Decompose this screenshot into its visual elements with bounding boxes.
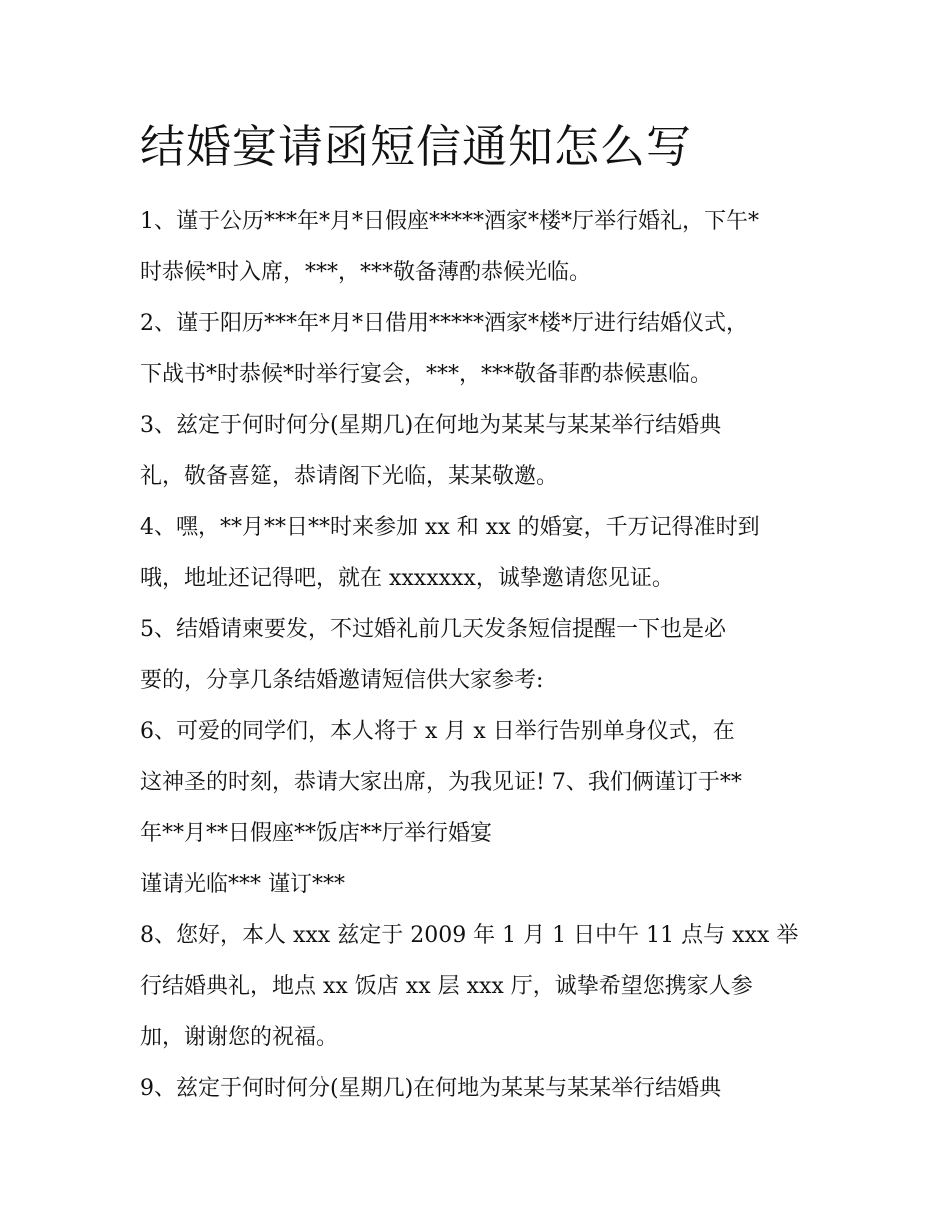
paragraph-1: 1、谨于公历***年*月*日假座*****酒家*楼*厅举行婚礼，下午* 时恭候*时入席，***，***敬备薄酌恭候光临。 <box>140 209 759 285</box>
paragraph-8: 8、您好，本人 xxx 兹定于 2009 年 1 月 1 日中午 11 点与 xxx 举 行结婚典礼，地点 xx 饭店 xx 层 xxx 厅，诚挚希望您携家人参 加，谢谢您的祝福。 <box>140 923 799 1050</box>
paragraph-9: 9、兹定于何时何分(星期几)在何地为某某与某某举行结婚典 <box>140 1076 722 1101</box>
document-title: 结婚宴请函短信通知怎么写 <box>140 120 693 173</box>
paragraph-4: 4、嘿，**月**日**时来参加 xx 和 xx 的婚宴，千万记得准时到 哦，地址还记得吧，就在 xxxxxxx，诚挚邀请您见证。 <box>140 515 760 591</box>
document-page <box>140 112 820 1114</box>
paragraph-3: 3、兹定于何时何分(星期几)在何地为某某与某某举行结婚典 礼，敬备喜筵，恭请阁下光临，某某敬邀。 <box>140 413 722 489</box>
paragraph-2: 2、谨于阳历***年*月*日借用*****酒家*楼*厅进行结婚仪式， 下战书*时恭候*时举行宴会，***，***敬备菲酌恭候惠临。 <box>140 311 748 387</box>
paragraph-6-7: 6、可爱的同学们，本人将于 x 月 x 日举行告别单身仪式，在 这神圣的时刻，恭请大家出席，为我见证! 7、我们俩谨订于** 年**月**日假座**饭店**厅举行婚宴 谨请光临*** 谨订*** <box>140 719 742 897</box>
paragraph-5: 5、结婚请柬要发，不过婚礼前几天发条短信提醒一下也是必 要的，分享几条结婚邀请短信供大家参考: <box>140 617 726 693</box>
